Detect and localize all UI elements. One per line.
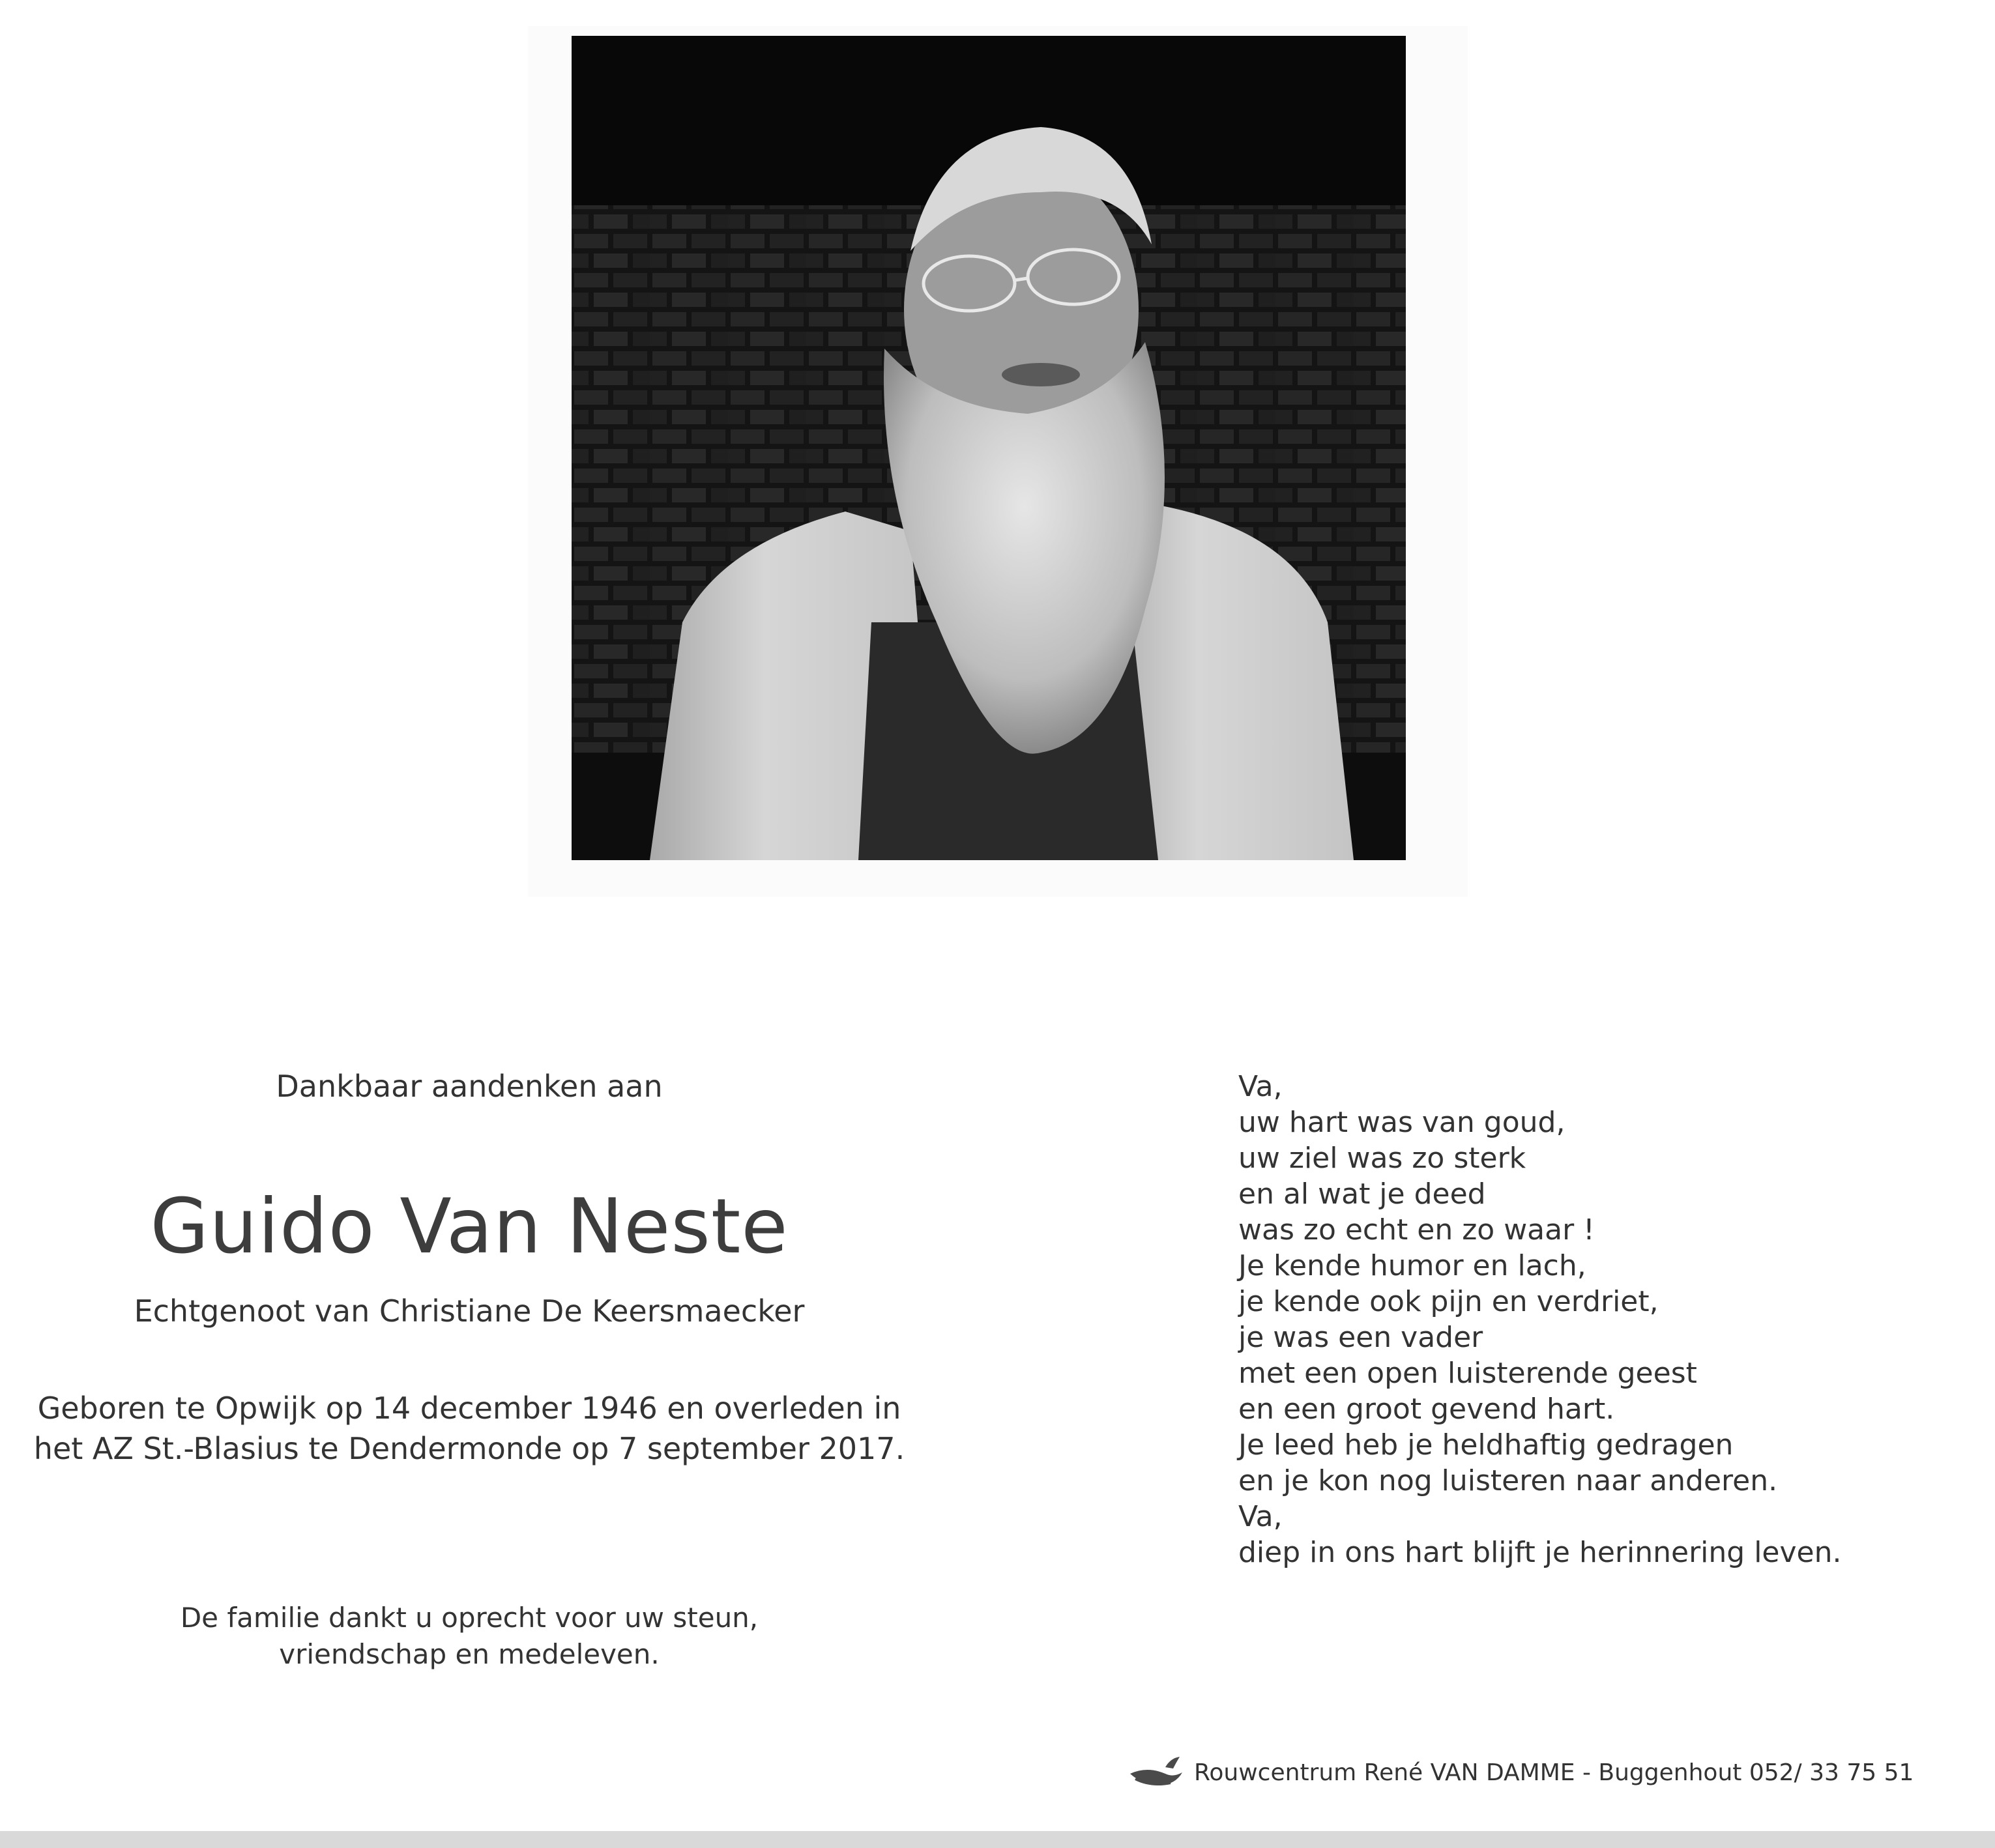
- poem-line: je kende ook pijn en verdriet,: [1238, 1285, 1659, 1318]
- dove-hand-logo-icon: [1128, 1754, 1186, 1791]
- thanks-line: vriendschap en medeleven.: [279, 1638, 660, 1670]
- poem-line: diep in ons hart blijft je herinnering leven.: [1238, 1536, 1842, 1569]
- spouse-line: Echtgenoot van Christiane De Keersmaecker: [134, 1293, 805, 1329]
- family-thanks: [0, 1600, 939, 1673]
- poem-line: Va,: [1238, 1070, 1283, 1103]
- funeral-home-text: Rouwcentrum René VAN DAMME - Buggenhout 052/ 33 75 51: [1194, 1759, 1914, 1786]
- poem-line: was zo echt en zo waar !: [1238, 1213, 1595, 1247]
- poem-line: uw ziel was zo sterk: [1238, 1142, 1526, 1175]
- poem-line: met een open luisterende geest: [1238, 1357, 1697, 1390]
- portrait-photo-drawing: [572, 36, 1406, 860]
- poem-line: Va,: [1238, 1500, 1283, 1533]
- poem: [1238, 1069, 1955, 1570]
- thanks-line: De familie dankt u oprecht voor uw steun,: [180, 1602, 759, 1634]
- bottom-edge: [0, 1831, 1995, 1848]
- portrait-photo: [572, 36, 1406, 860]
- poem-line: en een groot gevend hart.: [1238, 1393, 1615, 1426]
- poem-line: uw hart was van goud,: [1238, 1106, 1565, 1139]
- poem-line: en al wat je deed: [1238, 1177, 1486, 1211]
- poem-line: en je kon nog luisteren naar anderen.: [1238, 1464, 1778, 1497]
- funeral-home-footer: [1128, 1753, 1975, 1792]
- poem-line: Je leed heb je heldhaftig gedragen: [1238, 1428, 1734, 1462]
- poem-line: je was een vader: [1238, 1321, 1483, 1354]
- deceased-name: Guido Van Neste: [150, 1183, 789, 1271]
- poem-line: Je kende humor en lach,: [1238, 1249, 1586, 1282]
- bio-text: [0, 1388, 939, 1469]
- bio-line: Geboren te Opwijk op 14 december 1946 en overleden in: [37, 1391, 901, 1426]
- bio-line: het AZ St.-Blasius te Dendermonde op 7 september 2017.: [33, 1431, 905, 1466]
- memorial-heading: Dankbaar aandenken aan: [276, 1069, 663, 1104]
